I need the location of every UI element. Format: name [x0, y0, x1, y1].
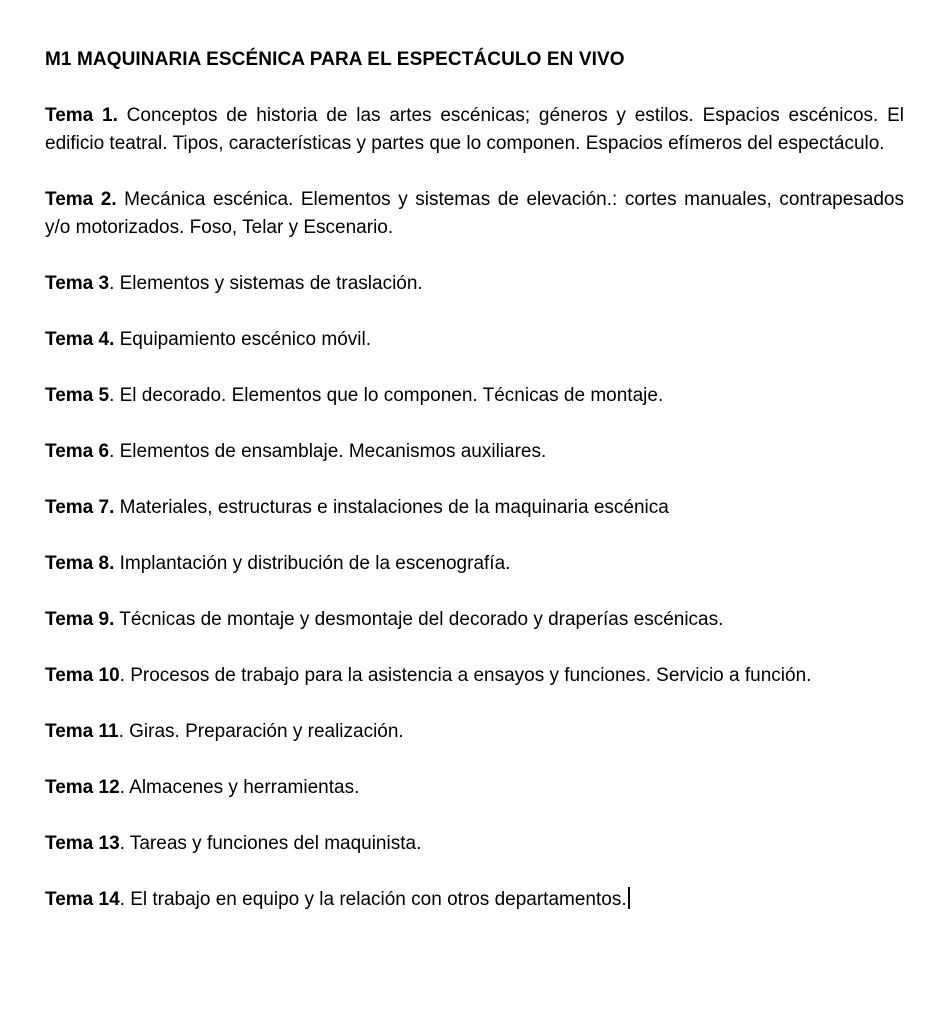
tema-paragraph[interactable] [45, 382, 904, 410]
tema-text: . El trabajo en equipo y la relación con otros departamentos. [119, 889, 627, 910]
tema-text: Materiales, estructuras e instalaciones de la maquinaria escénica [114, 497, 669, 518]
tema-text: Equipamiento escénico móvil. [114, 329, 371, 350]
tema-label: Tema 7. [45, 497, 115, 518]
tema-paragraph[interactable] [45, 270, 904, 298]
tema-text: Técnicas de montaje y desmontaje del decorado y draperías escénicas. [114, 609, 724, 630]
tema-paragraph[interactable] [45, 830, 904, 858]
tema-paragraph[interactable] [45, 326, 904, 354]
tema-label: Tema 3 [45, 273, 110, 294]
tema-label: Tema 1. [45, 105, 118, 126]
tema-text: . Almacenes y herramientas. [119, 777, 360, 798]
tema-label: Tema 14 [45, 889, 120, 910]
tema-paragraph[interactable] [45, 662, 904, 690]
tema-text: . El decorado. Elementos que lo componen. Técnicas de montaje. [109, 385, 664, 406]
tema-label: Tema 9. [45, 609, 115, 630]
tema-paragraph[interactable] [45, 606, 904, 634]
tema-text: . Giras. Preparación y realización. [118, 721, 404, 742]
text-caret [628, 887, 630, 909]
document-title: M1 MAQUINARIA ESCÉNICA PARA EL ESPECTÁCULO EN VIVO [45, 49, 625, 70]
tema-label: Tema 12 [45, 777, 120, 798]
tema-label: Tema 5 [45, 385, 110, 406]
tema-label: Tema 11 [45, 721, 119, 742]
tema-label: Tema 6 [45, 441, 110, 462]
tema-label: Tema 8. [45, 553, 115, 574]
tema-label: Tema 4. [45, 329, 115, 350]
tema-text: . Elementos y sistemas de traslación. [109, 273, 423, 294]
tema-paragraph[interactable] [45, 494, 904, 522]
tema-paragraph[interactable] [45, 718, 904, 746]
tema-paragraph[interactable] [45, 438, 904, 466]
tema-paragraph[interactable] [45, 774, 904, 802]
tema-label: Tema 10 [45, 665, 120, 686]
tema-text: . Tareas y funciones del maquinista. [119, 833, 422, 854]
tema-label: Tema 2. [45, 189, 117, 210]
tema-label: Tema 13 [45, 833, 120, 854]
tema-text: Implantación y distribución de la escenografía. [114, 553, 511, 574]
tema-text: . Procesos de trabajo para la asistencia a ensayos y funciones. Servicio a función. [119, 665, 812, 686]
tema-text: Conceptos de historia de las artes escénicas; géneros y estilos. Espacios escénicos. El edificio teatral. Tipos, características y partes que lo componen. Espacios efímeros del espectáculo. [45, 105, 904, 154]
tema-paragraph[interactable] [45, 102, 904, 158]
tema-paragraph[interactable] [45, 886, 904, 914]
tema-text: Mecánica escénica. Elementos y sistemas de elevación.: cortes manuales, contrapesados y/o motorizados. Foso, Telar y Escenario. [45, 189, 904, 238]
temas-list [45, 102, 904, 914]
tema-paragraph[interactable] [45, 186, 904, 242]
tema-text: . Elementos de ensamblaje. Mecanismos auxiliares. [109, 441, 547, 462]
tema-paragraph[interactable] [45, 550, 904, 578]
